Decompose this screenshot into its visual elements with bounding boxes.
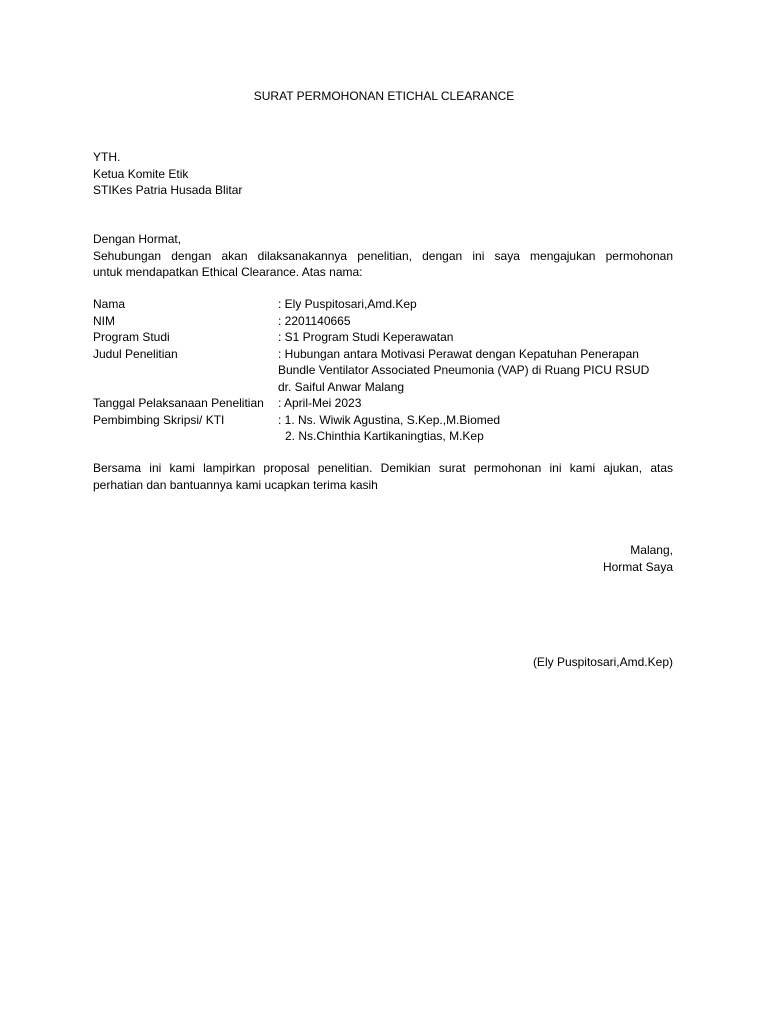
signature-name: (Ely Puspitosari,Amd.Kep) xyxy=(532,655,673,669)
field-nama xyxy=(93,296,673,313)
greeting: Dengan Hormat, xyxy=(93,232,182,246)
recipient-block xyxy=(93,149,673,199)
field-value-tanggal: : April-Mei 2023 xyxy=(278,396,362,410)
signature-name-block xyxy=(533,654,673,671)
field-label-tanggal: Tanggal Pelaksanaan Penelitian xyxy=(93,396,264,410)
field-judul xyxy=(93,346,673,396)
signature-place: Malang, xyxy=(630,543,673,557)
field-value-judul-line-1: : Hubungan antara Motivasi Perawat dengan Kepatuhan Penerapan xyxy=(278,346,639,361)
letter-title: SURAT PERMOHONAN ETICHAL CLEARANCE xyxy=(253,89,515,103)
field-label-nama: Nama xyxy=(93,297,126,311)
signature-header xyxy=(603,542,673,575)
recipient-line-3: STIKes Patria Husada Blitar xyxy=(93,183,243,197)
field-label-nim: NIM xyxy=(93,313,115,328)
field-label-judul: Judul Penelitian xyxy=(93,346,178,361)
recipient-line-2: Ketua Komite Etik xyxy=(93,166,189,181)
field-program xyxy=(93,329,673,346)
recipient-line-1: YTH. xyxy=(93,150,121,164)
field-pembimbing xyxy=(93,412,673,445)
intro-line-1: Sehubungan dengan akan dilaksanakannya penelitian, dengan ini saya mengajukan permohonan xyxy=(93,248,673,263)
field-value-judul xyxy=(278,346,673,396)
field-tanggal xyxy=(93,395,673,412)
field-nim xyxy=(93,313,673,330)
field-value-nim: : 2201140665 xyxy=(278,313,351,328)
closing-paragraph xyxy=(93,460,673,493)
field-value-program: : S1 Program Studi Keperawatan xyxy=(278,330,454,344)
field-value-pembimbing xyxy=(278,412,673,445)
greeting-block xyxy=(93,231,673,281)
field-label-program: Program Studi xyxy=(93,330,170,344)
field-value-pembimbing-line-2: 2. Ns.Chinthia Kartikaningtias, M.Kep xyxy=(285,429,484,443)
field-value-pembimbing-line-1: : 1. Ns. Wiwik Agustina, S.Kep.,M.Biomed xyxy=(278,412,501,427)
field-value-nama: : Ely Puspitosari,Amd.Kep xyxy=(278,297,417,311)
field-value-judul-line-3: dr. Saiful Anwar Malang xyxy=(278,379,405,394)
identity-fields xyxy=(93,296,673,445)
intro-line-2: untuk mendapatkan Ethical Clearance. Atas nama: xyxy=(93,265,363,279)
field-label-pembimbing: Pembimbing Skripsi/ KTI xyxy=(93,412,225,427)
closing-line-1: Bersama ini kami lampirkan proposal penelitian. Demikian surat permohonan ini kami ajukan, atas xyxy=(93,461,673,475)
signature-regards: Hormat Saya xyxy=(602,559,673,574)
closing-line-2: perhatian dan bantuannya kami ucapkan terima kasih xyxy=(93,477,378,492)
field-value-judul-line-2: Bundle Ventilator Associated Pneumonia (VAP) di Ruang PICU RSUD xyxy=(278,363,650,377)
